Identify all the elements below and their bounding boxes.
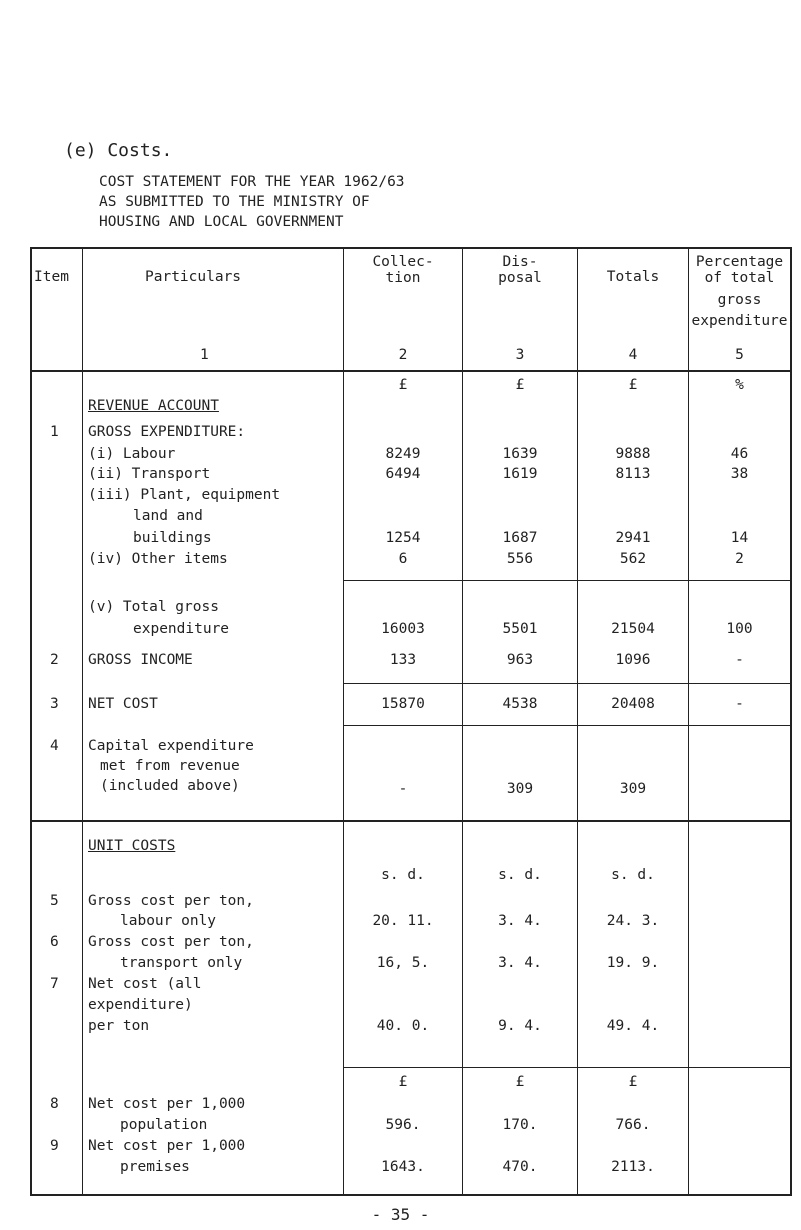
cell-percentage: - xyxy=(735,652,744,668)
title-line-1: COST STATEMENT FOR THE YEAR 1962/63 xyxy=(99,174,405,190)
cell-disposal: 5501 xyxy=(502,621,538,637)
unit-collection: £ xyxy=(398,377,408,393)
cell-disposal: 470. xyxy=(502,1159,538,1175)
cell-percentage: 2 xyxy=(735,551,744,567)
cell-disposal: 1619 xyxy=(502,466,538,482)
cell-disposal: 3. 4. xyxy=(498,913,542,929)
cell-totals: 9888 xyxy=(615,446,651,462)
revenue-heading: REVENUE ACCOUNT xyxy=(88,398,219,414)
item-number: 2 xyxy=(50,652,59,668)
cell-collection: 8249 xyxy=(385,446,421,462)
cell-disposal: 963 xyxy=(506,652,534,668)
row-label-3: per ton xyxy=(88,1018,150,1034)
unit-totals: £ xyxy=(628,377,638,393)
unit-totals: s. d. xyxy=(611,867,655,883)
unit-percentage: % xyxy=(735,377,744,393)
row-label: (i) Labour xyxy=(88,446,176,462)
cell-collection: 1643. xyxy=(381,1159,425,1175)
row-label: (ii) Transport xyxy=(88,466,211,482)
item-number: 9 xyxy=(50,1138,59,1154)
row-label: GROSS INCOME xyxy=(88,652,193,668)
item-number: 7 xyxy=(50,976,59,992)
header-disposal-2: posal xyxy=(498,270,542,286)
row-label: Gross cost per ton, xyxy=(88,893,254,909)
cell-percentage: 100 xyxy=(726,621,753,637)
row-label-2: premises xyxy=(120,1159,190,1175)
header-collection-1: Collec- xyxy=(372,254,434,270)
cell-disposal: 1639 xyxy=(502,446,538,462)
cell-disposal: 170. xyxy=(502,1117,538,1133)
title-line-2: AS SUBMITTED TO THE MINISTRY OF xyxy=(99,194,370,210)
unit-collection: £ xyxy=(398,1074,408,1090)
cell-collection: 6494 xyxy=(385,466,421,482)
item-number: 4 xyxy=(50,738,59,754)
unit-costs-heading: UNIT COSTS xyxy=(88,838,176,854)
row-label-2: met from revenue xyxy=(100,758,240,774)
row-label-3: buildings xyxy=(133,530,212,546)
cell-totals: 49. 4. xyxy=(606,1018,660,1034)
header-disposal-1: Dis- xyxy=(502,254,538,270)
cell-totals: 562 xyxy=(619,551,647,567)
header-disposal-num: 3 xyxy=(515,347,525,363)
row-label-2: expenditure xyxy=(133,621,230,637)
cell-collection: 16, 5. xyxy=(376,955,430,971)
page-number: - 35 - xyxy=(371,1205,430,1224)
row-label: NET COST xyxy=(88,696,158,712)
unit-disposal: £ xyxy=(515,1074,525,1090)
item-number: 5 xyxy=(50,893,59,909)
row-label-2: population xyxy=(120,1117,208,1133)
cell-collection: 20. 11. xyxy=(372,913,434,929)
cell-disposal: 9. 4. xyxy=(498,1018,542,1034)
row-label-2: labour only xyxy=(120,913,217,929)
cell-collection: 15870 xyxy=(381,696,425,712)
row-label-3: (included above) xyxy=(100,778,240,794)
cell-collection: 40. 0. xyxy=(376,1018,430,1034)
cell-collection: 596. xyxy=(385,1117,421,1133)
header-item: Item xyxy=(34,269,69,285)
header-particulars: Particulars xyxy=(145,269,242,285)
cell-totals: 1096 xyxy=(615,652,651,668)
row-label-2: land and xyxy=(133,508,203,524)
section-heading: (e) Costs. xyxy=(64,140,173,161)
unit-disposal: £ xyxy=(515,377,525,393)
cell-collection: 16003 xyxy=(381,621,425,637)
cell-disposal: 4538 xyxy=(502,696,538,712)
header-particulars-num: 1 xyxy=(200,347,209,363)
item-number: 1 xyxy=(50,424,59,440)
gross-expenditure-label: GROSS EXPENDITURE: xyxy=(88,424,246,440)
header-totals: Totals xyxy=(606,269,660,285)
row-label: Net cost per 1,000 xyxy=(88,1096,246,1112)
row-label-2: transport only xyxy=(120,955,243,971)
row-label: Capital expenditure xyxy=(88,738,254,754)
cell-totals: 19. 9. xyxy=(606,955,660,971)
unit-disposal: s. d. xyxy=(498,867,542,883)
unit-collection: s. d. xyxy=(381,867,425,883)
cell-percentage: 46 xyxy=(730,446,749,462)
row-label: Net cost per 1,000 xyxy=(88,1138,246,1154)
unit-totals: £ xyxy=(628,1074,638,1090)
header-percentage-3: gross xyxy=(717,292,762,308)
cell-percentage: - xyxy=(735,696,744,712)
cell-totals: 24. 3. xyxy=(606,913,660,929)
item-number: 8 xyxy=(50,1096,59,1112)
cell-totals: 8113 xyxy=(615,466,651,482)
item-number: 3 xyxy=(50,696,59,712)
cell-percentage: 38 xyxy=(730,466,749,482)
cell-totals: 2941 xyxy=(615,530,651,546)
cell-disposal: 3. 4. xyxy=(498,955,542,971)
cell-collection: - xyxy=(398,781,408,797)
header-percentage-2: of total xyxy=(704,270,775,286)
cell-totals: 2113. xyxy=(611,1159,655,1175)
row-label: (iv) Other items xyxy=(88,551,228,567)
cell-totals: 309 xyxy=(619,781,647,797)
header-percentage-num: 5 xyxy=(735,347,744,363)
header-totals-num: 4 xyxy=(628,347,638,363)
cell-totals: 20408 xyxy=(611,696,655,712)
row-label: Net cost (all xyxy=(88,976,202,992)
row-label: Gross cost per ton, xyxy=(88,934,254,950)
cell-disposal: 1687 xyxy=(502,530,538,546)
cell-collection: 1254 xyxy=(385,530,421,546)
cell-collection: 6 xyxy=(398,551,408,567)
item-number: 6 xyxy=(50,934,59,950)
row-label: (v) Total gross xyxy=(88,599,219,615)
title-line-3: HOUSING AND LOCAL GOVERNMENT xyxy=(99,214,344,230)
cell-disposal: 309 xyxy=(506,781,534,797)
cell-percentage: 14 xyxy=(730,530,749,546)
header-collection-num: 2 xyxy=(398,347,408,363)
cell-totals: 766. xyxy=(615,1117,651,1133)
cell-collection: 133 xyxy=(389,652,417,668)
row-label-2: expenditure) xyxy=(88,997,193,1013)
header-collection-2: tion xyxy=(385,270,421,286)
row-label: (iii) Plant, equipment xyxy=(88,487,281,503)
cell-totals: 21504 xyxy=(611,621,655,637)
cell-disposal: 556 xyxy=(506,551,534,567)
header-percentage-4: expenditure xyxy=(691,313,788,329)
header-percentage-1: Percentage xyxy=(695,254,784,270)
